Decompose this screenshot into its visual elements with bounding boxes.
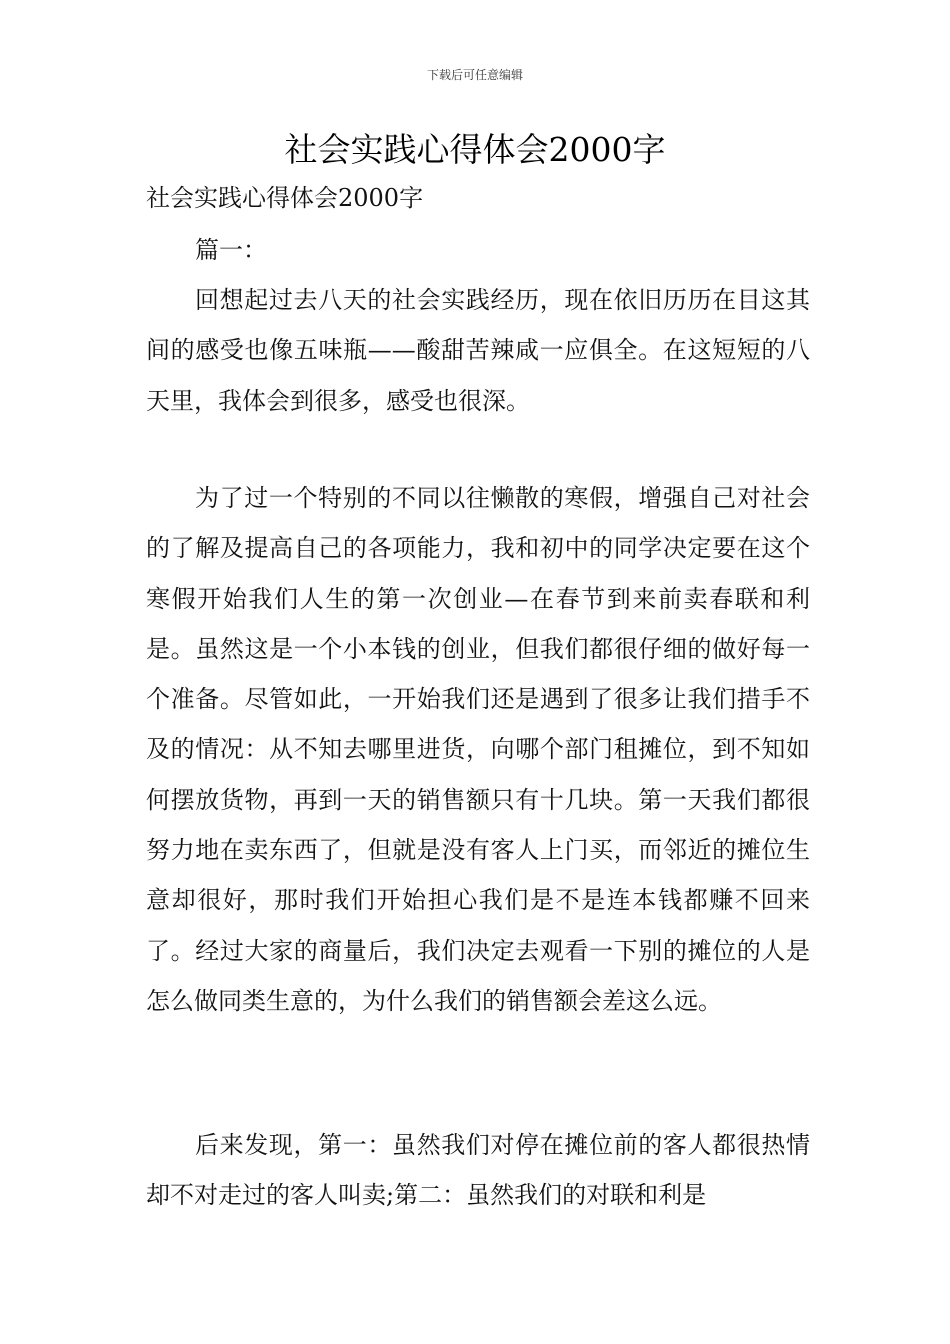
paragraph-1: 回想起过去八天的社会实践经历，现在依旧历历在目这其间的感受也像五味瓶——酸甜苦辣咸一应俱全。在这短短的八天里，我体会到很多，感受也很深。 [146, 286, 810, 415]
header-note: 下载后可任意编辑 [426, 68, 523, 82]
paragraph-3: 后来发现，第一：虽然我们对停在摊位前的客人都很热情却不对走过的客人叫卖;第二：虽然我们的对联和利是 [146, 1131, 810, 1210]
section-label: 篇一： [195, 236, 267, 264]
document-subtitle: 社会实践心得体会2000字 [146, 184, 424, 212]
paragraph-2: 为了过一个特别的不同以往懒散的寒假，增强自己对社会的了解及提高自己的各项能力，我和初中的同学决定要在这个寒假开始我们人生的第一次创业—在春节到来前卖春联和利是。虽然这是一个小本钱的创业，但我们都很仔细的做好每一个准备。尽管如此，一开始我们还是遇到了很多让我们措手不及的情况：从不知去哪里进货，向哪个部门租摊位，到不知如何摆放货物，再到一天的销售额只有十几块。第一天我们都很努力地在卖东西了，但就是没有客人上门买，而邻近的摊位生意却很好，那时我们开始担心我们是不是连本钱都赚不回来了。经过大家的商量后，我们决定去观看一下别的摊位的人是怎么做同类生意的，为什么我们的销售额会差这么远。 [146, 484, 810, 1015]
document-title: 社会实践心得体会2000字 [284, 130, 666, 169]
